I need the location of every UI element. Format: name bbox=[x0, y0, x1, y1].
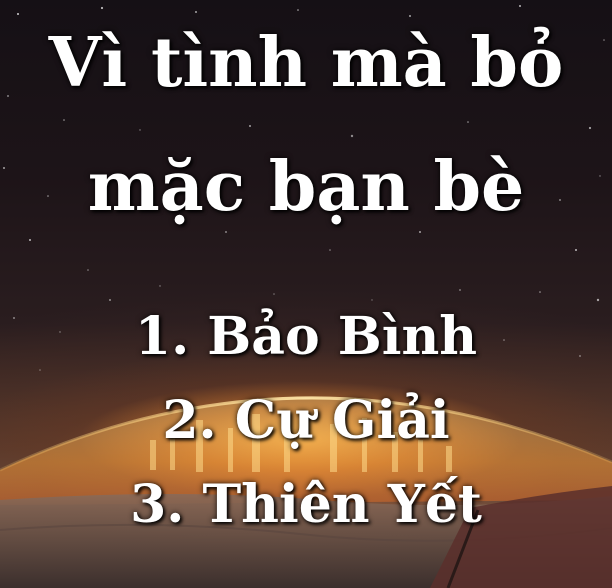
list-item: 2. Cự Giải bbox=[162, 390, 450, 451]
list-item: 1. Bảo Bình bbox=[134, 306, 478, 367]
list-item: 3. Thiên Yết bbox=[130, 474, 482, 535]
title-line-2: mặc bạn bè bbox=[87, 147, 525, 227]
title-line-1: Vì tình mà bỏ bbox=[48, 23, 564, 103]
